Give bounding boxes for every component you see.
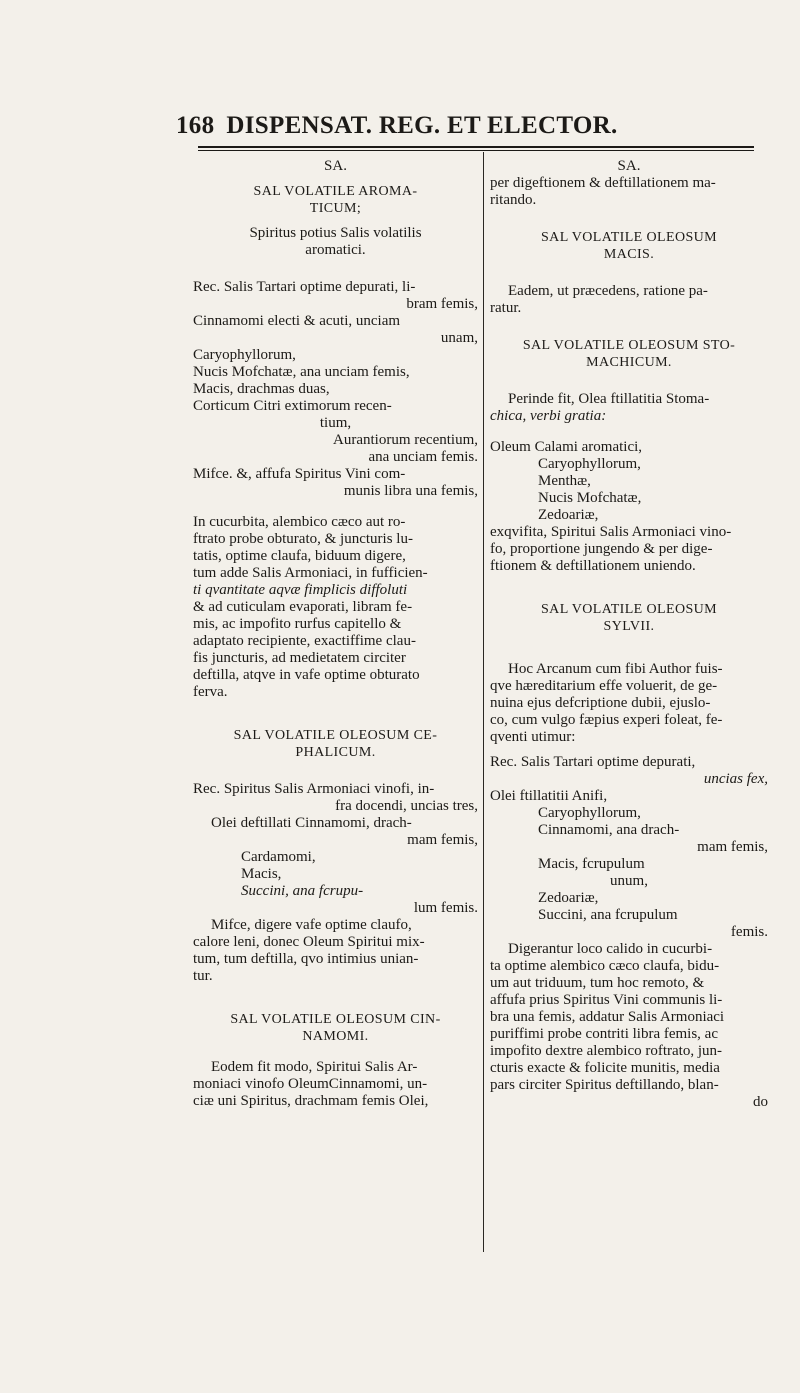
text-line: Rec. Spiritus Salis Armoniaci vinofi, in-	[193, 781, 435, 797]
text-line: mam femis,	[697, 839, 768, 855]
text-line: Succini, ana fcrupulum	[538, 907, 678, 923]
text-line: Cinnamomi electi & acuti, unciam	[193, 313, 401, 329]
text-line: & ad cuticulam evaporati, libram fe-	[193, 599, 413, 615]
heading-line: TICUM;	[309, 201, 362, 216]
text-line: Caryophyllorum,	[193, 347, 296, 363]
text-line: Zedoariæ,	[538, 507, 599, 523]
text-line: Eodem fit modo, Spiritui Salis Ar-	[211, 1059, 418, 1075]
text-line: co, cum vulgo fæpius experi foleat, fe-	[490, 712, 723, 728]
text-line: nuina ejus defcriptione dubii, ejuslo-	[490, 695, 711, 711]
heading-line: MACHICUM.	[586, 355, 672, 370]
text-line: puriffimi probe contriti libra femis, ac	[490, 1026, 718, 1042]
text-line: fra docendi, uncias tres,	[335, 798, 478, 814]
text-line: bram femis,	[406, 296, 478, 312]
text-line: Macis, drachmas duas,	[193, 381, 330, 397]
header-rule	[198, 146, 754, 148]
recipe-block	[193, 781, 478, 917]
heading-line: NAMOMI.	[302, 1029, 369, 1044]
running-title: DISPENSAT. REG. ET ELECTOR.	[226, 112, 618, 139]
left-column	[193, 158, 478, 1110]
section-heading	[490, 601, 768, 635]
text-line: ti qvantitate aqvæ fimplicis diffoluti	[193, 582, 408, 598]
text-line: Cinnamomi, ana drach-	[538, 822, 680, 838]
text-line: Olei deftillati Cinnamomi, drach-	[211, 815, 412, 831]
text-line: Zedoariæ,	[538, 890, 599, 906]
text-line: Aurantiorum recentium,	[333, 432, 478, 448]
text-line: exqvifita, Spiritui Salis Armoniaci vino-	[490, 524, 732, 540]
text-line: Caryophyllorum,	[538, 456, 641, 472]
text-line: femis.	[730, 924, 768, 940]
text-line: qve hæreditarium effe voluerit, de ge-	[490, 678, 718, 694]
heading-line: SAL VOLATILE AROMA-	[253, 184, 418, 199]
ingredient-list	[490, 439, 768, 524]
text-line: Caryophyllorum,	[538, 805, 641, 821]
instruction-paragraph	[490, 283, 768, 317]
heading-line: SAL VOLATILE OLEOSUM STO-	[522, 338, 736, 353]
section-heading	[193, 1011, 478, 1045]
running-header	[176, 112, 756, 140]
text-line: Macis, fcrupulum	[538, 856, 645, 872]
section-heading	[193, 727, 478, 761]
text-line: mam femis,	[407, 832, 478, 848]
text-line: do	[753, 1094, 768, 1110]
text-line: ftrato probe obturato, & juncturis lu-	[193, 531, 413, 547]
header-rule-thin	[198, 150, 754, 151]
instruction-paragraph	[193, 1059, 478, 1110]
text-line: fis juncturis, ad medietatem circiter	[193, 650, 406, 666]
heading-line: SAL VOLATILE OLEOSUM	[541, 230, 717, 245]
recipe-block	[193, 279, 478, 500]
section-subtitle	[193, 225, 478, 259]
text-line: In cucurbita, alembico cæco aut ro-	[193, 514, 406, 530]
instruction-paragraph	[490, 941, 768, 1111]
heading-line: SAL VOLATILE OLEOSUM CE-	[233, 728, 438, 743]
text-line: Rec. Salis Tartari optime depurati, li-	[193, 279, 416, 295]
text-line: Corticum Citri extimorum recen-	[193, 398, 392, 414]
instruction-paragraph	[193, 917, 478, 985]
text-line: moniaci vinofo OleumCinnamomi, un-	[193, 1076, 428, 1092]
text-line: Menthæ,	[538, 473, 591, 489]
text-line: Cardamomi,	[241, 849, 316, 865]
text-line: Perinde fit, Olea ftillatitia Stoma-	[508, 391, 710, 407]
page-number: 168	[176, 112, 215, 139]
text-line: lum femis.	[413, 900, 478, 916]
instruction-paragraph	[490, 391, 768, 425]
text-line: Oleum Calami aromatici,	[490, 439, 643, 455]
text-line: ratur.	[490, 300, 522, 316]
text-line: Eadem, ut præcedens, ratione pa-	[508, 283, 708, 299]
section-heading	[193, 183, 478, 217]
text-line: bra una femis, addatur Salis Armoniaci	[490, 1009, 725, 1025]
instruction-paragraph	[490, 524, 768, 575]
text-line: um aut triduum, tum hoc remoto, &	[490, 975, 705, 991]
text-line: Mifce. &, affufa Spiritus Vini com-	[193, 466, 406, 482]
text-line: tum, tum deftilla, qvo intimius unian-	[193, 951, 419, 967]
text-line: pars circiter Spiritus deftillando, blan-	[490, 1077, 719, 1093]
column-caption: SA.	[617, 158, 641, 174]
column-divider	[483, 152, 484, 1252]
text-line: ta optime alembico cæco claufa, bidu-	[490, 958, 720, 974]
text-line: unum,	[610, 873, 648, 889]
section-heading	[490, 337, 768, 371]
text-line: calore leni, donec Oleum Spiritui mix-	[193, 934, 425, 950]
text-line: Mifce, digere vafe optime claufo,	[211, 917, 412, 933]
text-line: Nucis Mofchatæ, ana unciam femis,	[193, 364, 410, 380]
text-line: per digeftionem & deftillationem ma-	[490, 175, 716, 191]
text-line: uncias fex,	[703, 771, 768, 787]
text-line: Macis,	[241, 866, 282, 882]
subtitle-line: aromatici.	[305, 242, 366, 258]
right-column	[490, 158, 768, 1111]
text-line: Rec. Salis Tartari optime depurati,	[490, 754, 696, 770]
text-line: mis, ac impofito rurfus capitello &	[193, 616, 402, 632]
text-line: Nucis Mofchatæ,	[538, 490, 642, 506]
text-line: Digerantur loco calido in cucurbi-	[508, 941, 713, 957]
instruction-paragraph	[490, 661, 768, 746]
text-line: munis libra una femis,	[343, 483, 478, 499]
text-line: tatis, optime claufa, biduum digere,	[193, 548, 406, 564]
text-line: ciæ uni Spiritus, drachmam femis Olei,	[193, 1093, 429, 1109]
text-line: affufa prius Spiritus Vini communis li-	[490, 992, 723, 1008]
text-line: unam,	[440, 330, 478, 346]
text-line: impofito dextre alembico roftrato, jun-	[490, 1043, 723, 1059]
heading-line: SAL VOLATILE OLEOSUM CIN-	[230, 1012, 441, 1027]
text-line: fo, proportione jungendo & per dige-	[490, 541, 713, 557]
section-heading	[490, 229, 768, 263]
text-line: Hoc Arcanum cum fibi Author fuis-	[508, 661, 723, 677]
text-line: ftionem & deftillationem uniendo.	[490, 558, 696, 574]
text-line: ritando.	[490, 192, 537, 208]
heading-line: SAL VOLATILE OLEOSUM	[541, 602, 717, 617]
column-caption: SA.	[324, 158, 347, 174]
instruction-paragraph	[193, 514, 478, 701]
text-line: tum adde Salis Armoniaci, in fufficien-	[193, 565, 428, 581]
text-line: deftilla, atqve in vafe optime obturato	[193, 667, 420, 683]
text-line: adaptato recipiente, exactiffime clau-	[193, 633, 416, 649]
subtitle-line: Spiritus potius Salis volatilis	[249, 225, 422, 241]
text-line: tur.	[193, 968, 213, 984]
text-line: ana unciam femis.	[368, 449, 478, 465]
text-line: Olei ftillatitii Anifi,	[490, 788, 608, 804]
text-line: ferva.	[193, 684, 228, 700]
text-line: tium,	[319, 415, 352, 431]
continuation-paragraph	[490, 175, 768, 209]
heading-line: MACIS.	[603, 247, 655, 262]
recipe-block	[490, 754, 768, 941]
heading-line: SYLVII.	[603, 619, 655, 634]
heading-line: PHALICUM.	[295, 745, 376, 760]
text-line: cturis exacte & folicite munitis, media	[490, 1060, 720, 1076]
text-line: Succini, ana fcrupu-	[241, 883, 364, 899]
text-line: chica, verbi gratia:	[490, 408, 607, 424]
text-line: qventi utimur:	[490, 729, 576, 745]
